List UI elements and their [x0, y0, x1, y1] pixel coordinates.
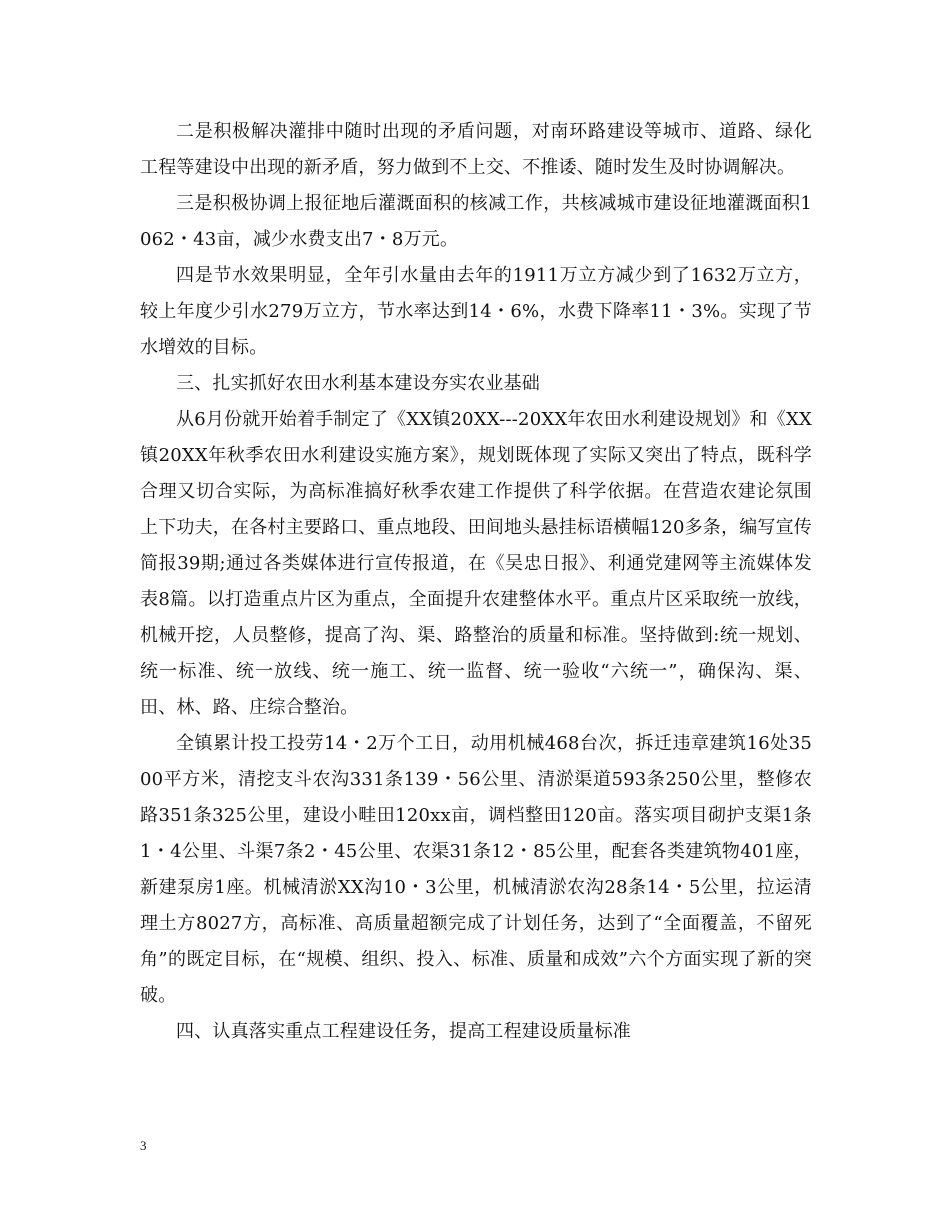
paragraph-irrigation-reduction: 三是积极协调上报征地后灌溉面积的核减工作，共核减城市建设征地灌溉面积1062・43亩，减少水费支出7・8万元。: [140, 193, 812, 250]
document-body: [140, 114, 812, 1050]
page-number: 3: [140, 1138, 147, 1153]
paragraph-labor-statistics: 全镇累计投工投劳14・2万个工日，动用机械468台次，拆迁违章建筑16处3500平方米，清挖支斗农沟331条139・56公里、清淤渠道593条250公里，整修农路351条325公里，建设小畦田120xx亩，调档整田120亩。落实项目砌护支渠1条1・4公里、斗渠7条2・45公里、农渠31条12・85公里，配套各类建筑物401座，新建泵房1座。机械清淤XX沟10・3公里，机械清淤农沟28条14・5公里，拉运清理土方8027方，高标准、高质量超额完成了计划任务，达到了“全面覆盖，不留死角”的既定目标，在“规模、组织、投入、标准、质量和成效”六个方面实现了新的突破。: [140, 733, 812, 1006]
paragraph-coordination: 二是积极解决灌排中随时出现的矛盾问题，对南环路建设等城市、道路、绿化工程等建设中出现的新矛盾，努力做到不上交、不推诿、随时发生及时协调解决。: [140, 121, 812, 178]
paragraph-water-saving: 四是节水效果明显，全年引水量由去年的1911万立方减少到了1632万立方，较上年度少引水279万立方，节水率达到14・6%，水费下降率11・3%。实现了节水增效的目标。: [140, 265, 812, 358]
section-heading-farmland-water: 三、扎实抓好农田水利基本建设夯实农业基础: [176, 373, 540, 394]
paragraph-planning: 从6月份就开始着手制定了《XX镇20XX---20XX年农田水利建设规划》和《XX镇20XX年秋季农田水利建设实施方案》，规划既体现了实际又突出了特点，既科学合理又切合实际，为高标准搞好秋季农建工作提供了科学依据。在营造农建论氛围上下功夫，在各村主要路口、重点地段、田间地头悬挂标语横幅120多条，编写宣传简报39期;通过各类媒体进行宣传报道，在《吴忠日报》、利通党建网等主流媒体发表8篇。以打造重点片区为重点，全面提升农建整体水平。重点片区采取统一放线，机械开挖，人员整修，提高了沟、渠、路整治的质量和标准。坚持做到:统一规划、统一标准、统一放线、统一施工、统一监督、统一验收“六统一”，确保沟、渠、田、林、路、庄综合整治。: [140, 409, 812, 718]
section-heading-key-projects: 四、认真落实重点工程建设任务，提高工程建设质量标准: [176, 1021, 631, 1042]
